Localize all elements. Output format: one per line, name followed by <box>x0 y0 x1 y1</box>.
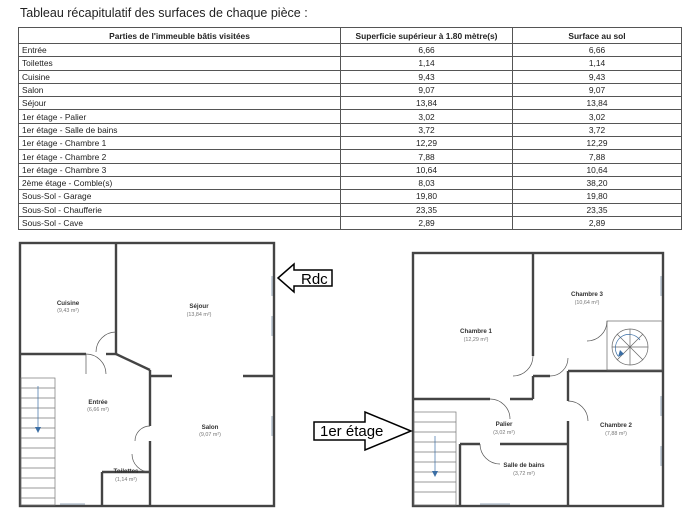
header-surface-sol: Surface au sol <box>513 28 682 44</box>
row-name: Sous-Sol - Garage <box>19 190 341 203</box>
row-surface-sol: 1,14 <box>513 57 682 70</box>
row-surface-sol: 13,84 <box>513 97 682 110</box>
page-title: Tableau récapitulatif des surfaces de chaque pièce : <box>20 6 308 20</box>
row-name: 1er étage - Chambre 3 <box>19 163 341 176</box>
table-row <box>19 163 682 176</box>
room-sejour-name: Séjour <box>189 303 209 310</box>
header-parties: Parties de l'immeuble bâtis visitées <box>19 28 341 44</box>
row-name: Toilettes <box>19 57 341 70</box>
table-header-row <box>19 28 682 44</box>
row-superficie: 12,29 <box>341 137 513 150</box>
table-row <box>19 137 682 150</box>
room-chambre2-area: (7,88 m²) <box>605 431 627 437</box>
room-cuisine-name: Cuisine <box>56 300 80 307</box>
row-superficie: 6,66 <box>341 44 513 57</box>
header-superficie: Superficie supérieur à 1.80 mètre(s) <box>341 28 513 44</box>
row-superficie: 1,14 <box>341 57 513 70</box>
row-superficie: 9,43 <box>341 70 513 83</box>
row-superficie: 9,07 <box>341 83 513 96</box>
room-chambre1-area: (12,29 m²) <box>463 337 489 343</box>
room-sdb-area: (3,72 m²) <box>513 471 535 477</box>
room-chambre1-name: Chambre 1 <box>460 328 492 335</box>
row-surface-sol: 9,43 <box>513 70 682 83</box>
row-surface-sol: 12,29 <box>513 137 682 150</box>
room-chambre2-name: Chambre 2 <box>600 422 632 429</box>
table-row <box>19 57 682 70</box>
room-sdb-name: Salle de bains <box>503 462 545 469</box>
row-surface-sol: 38,20 <box>513 176 682 189</box>
row-name: Entrée <box>19 44 341 57</box>
table-row <box>19 203 682 216</box>
row-superficie: 13,84 <box>341 97 513 110</box>
plan-rdc <box>0 236 345 521</box>
table-row <box>19 190 682 203</box>
room-palier-area: (3,02 m²) <box>493 430 515 436</box>
row-surface-sol: 6,66 <box>513 44 682 57</box>
row-name: Sous-Sol - Chaufferie <box>19 203 341 216</box>
room-toilettes-name: Toilettes <box>113 468 139 475</box>
row-name: Sous-Sol - Cave <box>19 216 341 229</box>
row-superficie: 23,35 <box>341 203 513 216</box>
row-surface-sol: 23,35 <box>513 203 682 216</box>
room-chambre3-name: Chambre 3 <box>571 291 603 298</box>
plan-etage <box>300 236 700 521</box>
row-name: 1er étage - Salle de bains <box>19 123 341 136</box>
room-cuisine-area: (9,43 m²) <box>57 308 79 314</box>
room-palier-name: Palier <box>495 421 513 428</box>
stair-arrow-icon <box>432 471 438 477</box>
table-row <box>19 97 682 110</box>
stair-arrow-icon <box>35 427 41 433</box>
row-superficie: 7,88 <box>341 150 513 163</box>
table-row <box>19 110 682 123</box>
room-sejour-area: (13,84 m²) <box>186 312 212 318</box>
row-superficie: 19,80 <box>341 190 513 203</box>
table-row <box>19 44 682 57</box>
row-name: 1er étage - Palier <box>19 110 341 123</box>
surfaces-table <box>18 27 682 230</box>
row-name: 1er étage - Chambre 2 <box>19 150 341 163</box>
row-superficie: 2,89 <box>341 216 513 229</box>
table-row <box>19 176 682 189</box>
table-row <box>19 123 682 136</box>
row-superficie: 3,02 <box>341 110 513 123</box>
rdc-outer-wall <box>20 243 274 506</box>
row-surface-sol: 7,88 <box>513 150 682 163</box>
row-name: Cuisine <box>19 70 341 83</box>
row-superficie: 10,64 <box>341 163 513 176</box>
row-name: 1er étage - Chambre 1 <box>19 137 341 150</box>
row-surface-sol: 9,07 <box>513 83 682 96</box>
row-surface-sol: 3,72 <box>513 123 682 136</box>
row-surface-sol: 10,64 <box>513 163 682 176</box>
row-surface-sol: 2,89 <box>513 216 682 229</box>
row-surface-sol: 3,02 <box>513 110 682 123</box>
table-row <box>19 150 682 163</box>
table-row <box>19 70 682 83</box>
room-chambre3-area: (10,64 m²) <box>574 300 600 306</box>
arrow-etage-label: 1er étage <box>320 423 384 440</box>
row-name: 2ème étage - Comble(s) <box>19 176 341 189</box>
room-salon-name: Salon <box>201 424 219 431</box>
table-row <box>19 216 682 229</box>
table-row <box>19 83 682 96</box>
row-superficie: 3,72 <box>341 123 513 136</box>
room-toilettes-area: (1,14 m²) <box>115 477 137 483</box>
row-name: Séjour <box>19 97 341 110</box>
room-entree-area: (6,66 m²) <box>87 407 109 413</box>
arrow-rdc-label: Rdc <box>301 271 328 288</box>
room-entree-name: Entrée <box>88 399 108 406</box>
row-name: Salon <box>19 83 341 96</box>
row-superficie: 8,03 <box>341 176 513 189</box>
room-salon-area: (9,07 m²) <box>199 432 221 438</box>
row-surface-sol: 19,80 <box>513 190 682 203</box>
